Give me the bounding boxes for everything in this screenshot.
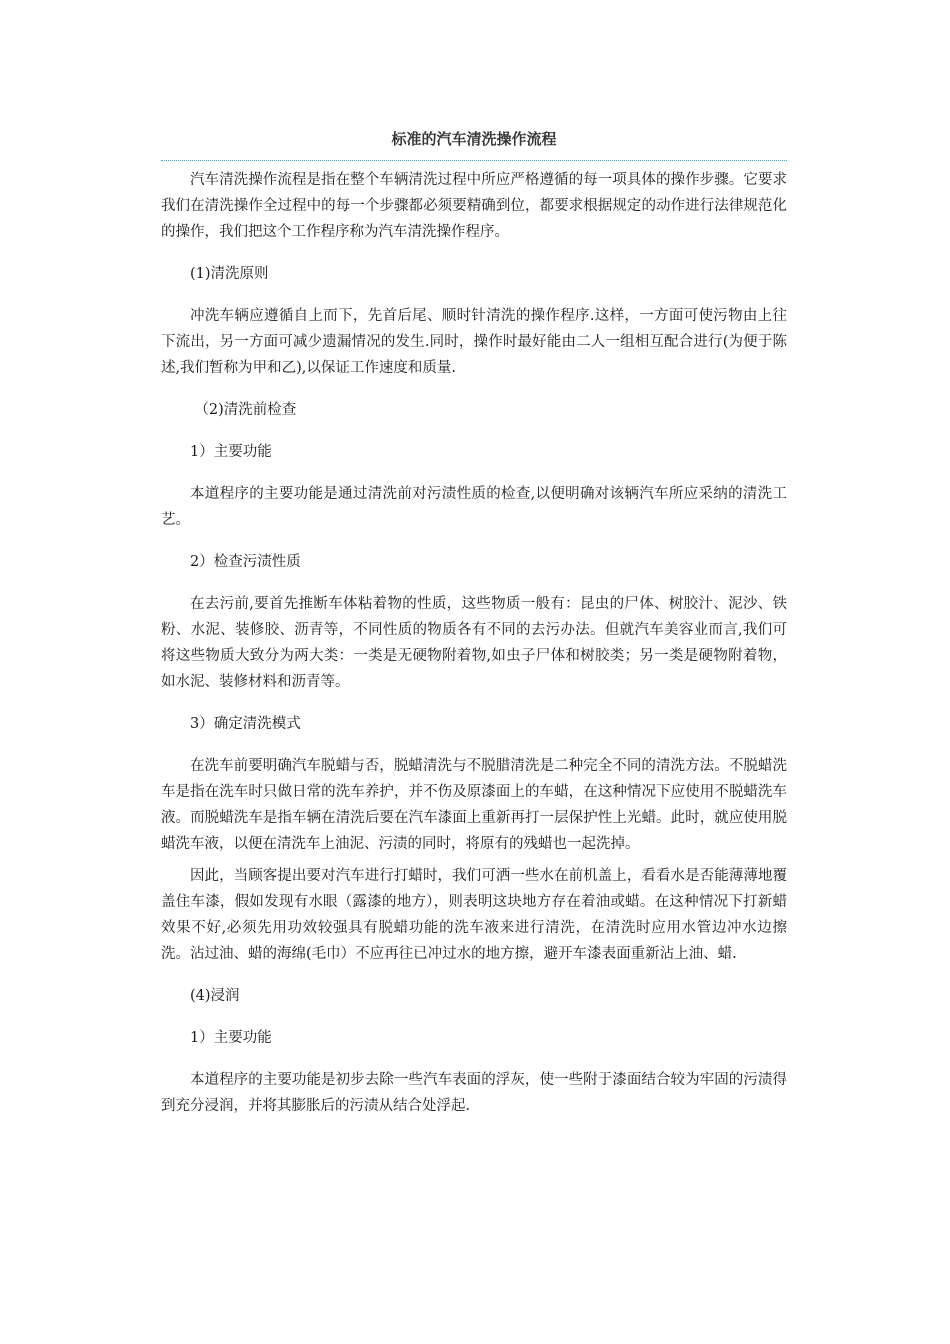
section-2-sub3-heading: 3）确定清洗模式 (190, 716, 301, 732)
section-2-sub1-heading: 1）主要功能 (190, 444, 272, 460)
document-title: 标准的汽车清洗操作流程 (161, 128, 787, 161)
section-2-sub2-body: 在去污前,要首先推断车体粘着物的性质，这些物质一般有：昆虫的尸体、树胶汁、泥沙、铁粉、水泥、装修胶、沥青等，不同性质的物质各有不同的去污办法。但就汽车美容业而言,我们可将这些物质大致分为两大类：一类是无硬物附着物,如虫子尸体和树胶类；另一类是硬物附着物，如水泥、装修材料和沥青等。 (161, 596, 787, 690)
intro-paragraph: 汽车清洗操作流程是指在整个车辆清洗过程中所应严格遵循的每一项具体的操作步骤。它要求我们在清洗操作全过程中的每一个步骤都必须要精确到位，都要求根据规定的动作进行法律规范化的操作，我们把这个工作程序称为汽车清洗操作程序。 (161, 172, 787, 240)
section-2-sub3-body-2: 因此，当顾客提出要对汽车进行打蜡时，我们可洒一些水在前机盖上，看看水是否能薄薄地覆盖住车漆，假如发现有水眼（露漆的地方），则表明这块地方存在着油或蜡。在这种情况下打新蜡效果不好,必须先用功效较强具有脱蜡功能的洗车液来进行清洗，在清洗时应用水管边冲水边擦洗。沾过油、蜡的海绵(毛巾）不应再往已冲过水的地方擦，避开车漆表面重新沾上油、蜡. (161, 868, 787, 962)
section-4-sub1-heading: 1）主要功能 (190, 1030, 272, 1046)
section-2-heading: （2)清洗前检查 (194, 402, 297, 418)
section-2-sub1-body: 本道程序的主要功能是通过清洗前对污渍性质的检查,以便明确对该辆汽车所应采纳的清洗工艺。 (161, 486, 787, 528)
section-4-heading: (4)浸润 (190, 988, 240, 1004)
document-page (161, 128, 787, 1119)
section-2-sub2-heading: 2）检查污渍性质 (190, 554, 301, 570)
section-1-heading: (1)清洗原则 (190, 266, 269, 282)
section-4-sub1-body: 本道程序的主要功能是初步去除一些汽车表面的浮灰，使一些附于漆面结合较为牢固的污渍得到充分浸润，并将其膨胀后的污渍从结合处浮起. (161, 1072, 787, 1114)
section-1-body: 冲洗车辆应遵循自上而下，先首后尾、顺时针清洗的操作程序.这样，一方面可使污物由上往下流出，另一方面可减少遗漏情况的发生.同时，操作时最好能由二人一组相互配合进行(为便于陈述,我们暂称为甲和乙),以保证工作速度和质量. (161, 308, 787, 376)
section-2-sub3-body-1: 在洗车前要明确汽车脱蜡与否，脱蜡清洗与不脱腊清洗是二种完全不同的清洗方法。不脱蜡洗车是指在洗车时只做日常的洗车养护，并不伤及原漆面上的车蜡，在这种情况下应使用不脱蜡洗车液。而脱蜡洗车是指车辆在清洗后要在汽车漆面上重新再打一层保护性上光蜡。此时，就应使用脱蜡洗车液，以便在清洗车上油泥、污渍的同时，将原有的残蜡也一起洗掉。 (161, 758, 787, 852)
